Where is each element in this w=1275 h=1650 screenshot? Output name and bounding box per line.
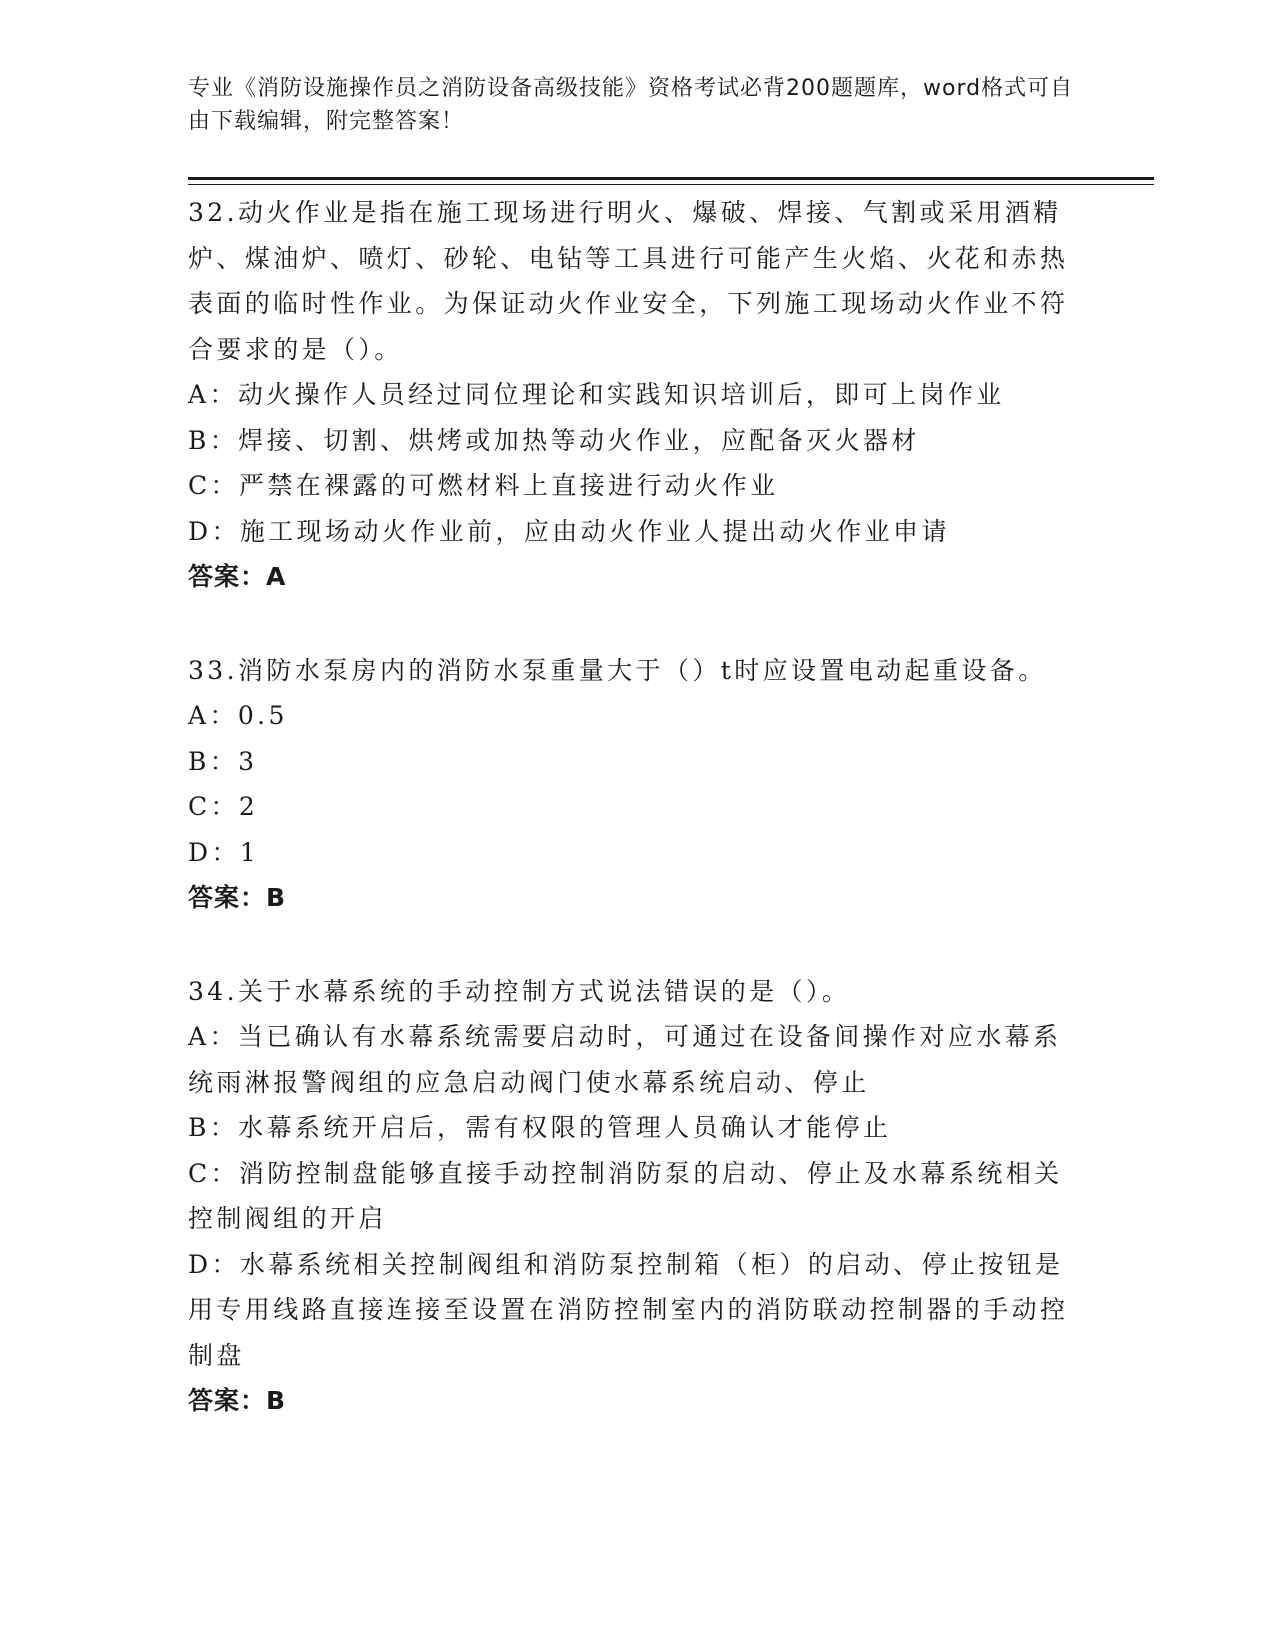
option-a: A：0.5 xyxy=(188,701,288,730)
question-stem: 32.动火作业是指在施工现场进行明火、爆破、焊接、气割或采用酒精炉、煤油炉、喷灯、砂轮、电钻等工具进行可能产生火焰、火花和赤热表面的临时性作业。为保证动火作业安全，下列施工现场动火作业不符合要求的是（）。 xyxy=(188,198,1069,364)
question-33 xyxy=(188,648,1078,921)
question-stem: 34.关于水幕系统的手动控制方式说法错误的是（）。 xyxy=(188,976,851,1006)
answer: 答案：A xyxy=(188,562,287,591)
question-list xyxy=(188,190,1078,1472)
answer: 答案：B xyxy=(188,1386,287,1415)
question-stem: 33.消防水泵房内的消防水泵重量大于（）t时应设置电动起重设备。 xyxy=(188,655,1047,685)
option-b: B：焊接、切割、烘烤或加热等动火作业，应配备灭火器材 xyxy=(188,425,920,455)
option-b: B：3 xyxy=(188,746,258,776)
document-header xyxy=(188,72,1088,138)
option-d: D：水幕系统相关控制阀组和消防泵控制箱（柜）的启动、停止按钮是用专用线路直接连接至设置在消防控制室内的消防联动控制器的手动控制盘 xyxy=(188,1249,1069,1370)
option-d: D：1 xyxy=(188,837,260,867)
question-34 xyxy=(188,969,1078,1424)
header-divider-thick xyxy=(188,177,1154,180)
option-d: D：施工现场动火作业前，应由动火作业人提出动火作业申请 xyxy=(188,516,950,546)
header-divider-thin xyxy=(188,184,1154,185)
header-text: 专业《消防设施操作员之消防设备高级技能》资格考试必背200题题库，word格式可自由下载编辑，附完整答案！ xyxy=(188,76,1074,134)
option-c: C：消防控制盘能够直接手动控制消防泵的启动、停止及水幕系统相关控制阀组的开启 xyxy=(188,1158,1063,1233)
option-c: C：严禁在裸露的可燃材料上直接进行动火作业 xyxy=(188,471,779,500)
option-c: C：2 xyxy=(188,792,259,821)
option-b: B：水幕系统开启后，需有权限的管理人员确认才能停止 xyxy=(188,1113,892,1142)
question-32 xyxy=(188,190,1078,600)
option-a: A：当已确认有水幕系统需要启动时，可通过在设备间操作对应水幕系统雨淋报警阀组的应急启动阀门使水幕系统启动、停止 xyxy=(188,1022,1062,1097)
option-a: A：动火操作人员经过同位理论和实践知识培训后，即可上岗作业 xyxy=(188,380,1005,409)
answer: 答案：B xyxy=(188,883,287,912)
